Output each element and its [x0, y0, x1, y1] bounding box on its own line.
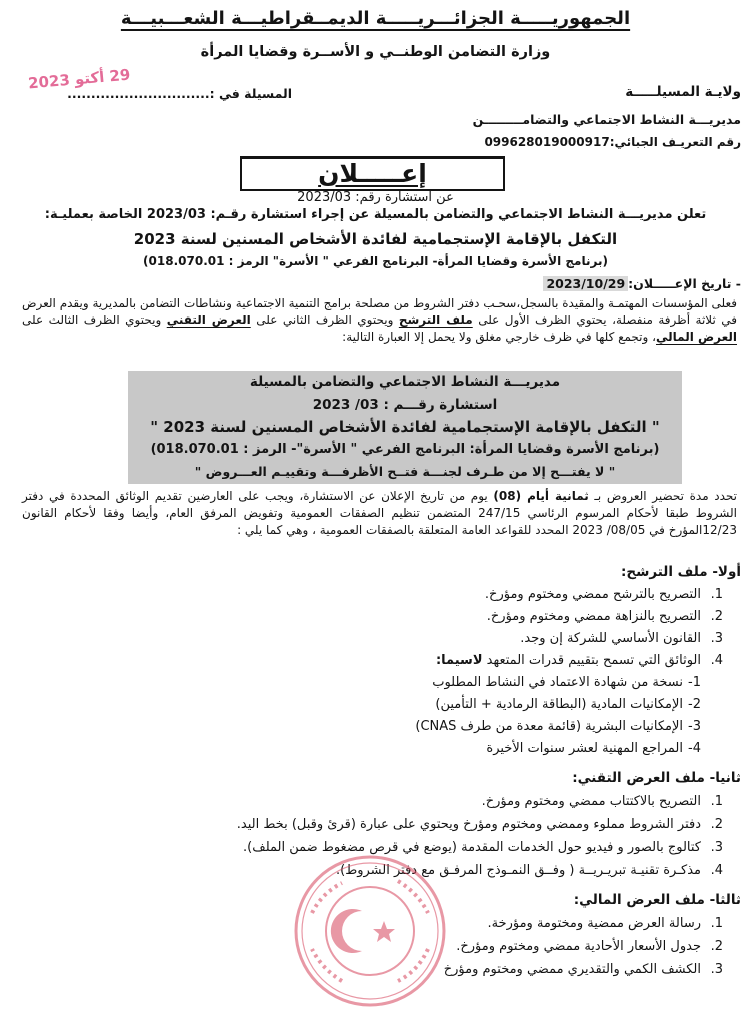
list-item [20, 584, 741, 606]
sub-list-text: نسخة من شهادة الاعتماد في النشاط المطلوب [432, 675, 683, 690]
sub-list-number: 2- [688, 697, 701, 712]
list-number: 3. [710, 840, 723, 855]
announcement-title-box [240, 156, 505, 191]
announcement-date-value: 2023/10/29 [543, 276, 628, 291]
sub-list-item [20, 716, 741, 738]
para1-technical-offer: العرض التقني [166, 313, 251, 327]
envelope-line-1: مديريـــة النشاط الاجتماعي والتضامن بالمسيلة [249, 374, 561, 390]
tax-id: رقم التعريـف الجبائي:099628019000917 [484, 135, 741, 149]
para1-financial-offer: العرض المالي [656, 330, 737, 344]
para2-seg3: يوم من تاريخ الإعلان عن الاستشارة، ويجب على العارضين تقديم الوثائق المحددة في دفتر الشروط طبقا لأحكام المرسوم الرئاسي 247/15 المتضمن تنظيم الصفقات العمومية وتفويض المرفق العام، وأيضا وفقا لأحكام القانون 12/23المؤرخ في 08/05/ 2023 المحدد للقواعد العامة المتعلقة بالصفقات العمومية ، وهي كما يلي : [22, 489, 737, 537]
list-item [20, 836, 741, 859]
intro-line-3: (برنامج الأسرة وقضايا المرأة- البرنامج الفرعي " الأسرة" الرمز : 018.070.01) [143, 254, 608, 268]
para2-duration: ثمانية أيام (08) [493, 489, 589, 503]
envelope-line-3: " التكفل بالإقامة الإستجمامية لفائدة الأشخاص المسنين لسنة 2023 " [150, 418, 660, 436]
announcement-title: إعـــــلان [318, 159, 427, 188]
list-item [20, 958, 741, 981]
list-text: دفتر الشروط مملوء وممضي ومختوم ومؤرخ ويحتوي على عبارة (قرئ وقبل) بخط اليد. [236, 817, 701, 832]
list-item [20, 912, 741, 935]
intro-line-1: تعلن مديريـــة النشاط الاجتماعي والتضامن بالمسيلة عن إجراء استشارة رقـم: 2023/03 الخاصة بعمليـة: [44, 207, 707, 222]
consultation-number: عن استشارة رقم: 2023/03 [297, 190, 454, 205]
envelope-line-5: " لا يفتـــح إلا من طـرف لجنـــة فتــح الأظرفـــة وتقييـم العـــروض " [194, 464, 616, 479]
list-item [20, 935, 741, 958]
section-heading: ثانيا- ملف العرض التقني: [572, 770, 741, 786]
para2-seg1: تحدد مدة تحضير العروض بـ [588, 489, 738, 503]
sub-list-number: 4- [688, 741, 701, 756]
para1-candidacy-file: ملف الترشح [398, 313, 473, 327]
list-text: رسالة العرض ممضية ومختومة ومؤرخة. [487, 916, 701, 931]
list-number: 4. [710, 863, 723, 878]
list-text: جدول الأسعار الأحادية ممضي ومختوم ومؤرخ. [456, 939, 701, 954]
para1-seg7: ، وتجمع كلها في ظرف خارجي مغلق ولا يحمل إلا العبارة التالية: [342, 330, 656, 344]
intro-line-2: التكفل بالإقامة الإستجمامية لفائدة الأشخاص المسنين لسنة 2023 [133, 230, 618, 248]
list-item [20, 790, 741, 813]
envelope-line-4: (برنامج الأسرة وقضايا المرأة: البرنامج الفرعي " الأسرة"- الرمز : 018.070.01) [150, 442, 660, 457]
list-text: كتالوج بالصور و فيديو حول الخدمات المقدمة (يوضع في قرص مضغوط ضمن الملف). [243, 840, 701, 855]
section-technical-offer [20, 766, 741, 882]
section-heading: ثالثا- ملف العرض المالي: [573, 892, 741, 908]
envelope-label-box [128, 371, 682, 484]
sub-list-text: الإمكانيات المادية (البطاقة الرمادية + التأمين) [435, 697, 683, 712]
list-number: 1. [710, 587, 723, 602]
announcement-date [543, 276, 741, 291]
list-number: 4. [710, 653, 723, 668]
section-heading: أولا- ملف الترشح: [620, 564, 741, 580]
para1-seg3: ويحتوي الظرف الثاني على [250, 313, 399, 327]
wilaya-name: ولايـة المسيلـــــة [625, 84, 741, 100]
deadline-paragraph [22, 488, 737, 539]
list-text: التصريح بالنزاهة ممضي ومختوم ومؤرخ. [486, 609, 701, 624]
directorate-name: مديريـــة النشاط الاجتماعي والتضامـــــــــن [472, 112, 741, 127]
list-item [20, 606, 741, 628]
place-date-label: المسيلة في :.............................. [67, 86, 292, 101]
republic-text: الجمهوريـــــة الجزائـــريـــــة الديمــقراطيـــة الشعـــبيـــة [120, 8, 631, 29]
list-number: 1. [710, 916, 723, 931]
list-text: مذكـرة تقنيـة تبريـريــة ( وفــق النمـوذج المرفـق مع دفتر الشروط). [336, 863, 701, 878]
envelope-line-2: استشارة رقـــم : 03/ 2023 [312, 397, 498, 413]
para1-seg5: ويحتوي الظرف الثالث على [22, 313, 167, 327]
sub-list-item [20, 672, 741, 694]
announcement-date-label: - تاريخ الإعـــــلان: [628, 276, 741, 291]
list-text: القانون الأساسي للشركة إن وجد. [520, 631, 701, 646]
list-number: 2. [710, 609, 723, 624]
sub-list-text: الإمكانيات البشرية (قائمة معدة من طرف CNAS) [415, 719, 683, 734]
para1-seg1: فعلى المؤسسات المهتمـة والمقيدة بالسجل،سحـب دفتر الشروط من مصلحة برامج التنمية الاجتماعية ونشاطات التضامن بالمديرية ويقدم العرض في ثلاثة أظرفة منفصلة، يحتوي الظرف الأول على [21, 296, 738, 327]
list-item [20, 628, 741, 650]
list-text: التصريح بالترشح ممضي ومختوم ومؤرخ. [484, 587, 701, 602]
sub-list-item [20, 738, 741, 760]
list-item [20, 813, 741, 836]
list-text: التصريح بالاكتتاب ممضي ومختوم ومؤرخ. [481, 794, 701, 809]
section-candidacy-file [20, 560, 741, 760]
list-number: 2. [710, 939, 723, 954]
sub-list-number: 1- [688, 675, 701, 690]
list-number: 3. [710, 631, 723, 646]
sub-list-number: 3- [688, 719, 701, 734]
instructions-paragraph [22, 295, 737, 346]
list-number: 1. [710, 794, 723, 809]
list-number: 2. [710, 817, 723, 832]
list-text: الكشف الكمي والتقديري ممضي ومختوم ومؤرخ [443, 962, 701, 977]
list-item [20, 650, 741, 672]
list-item [20, 859, 741, 882]
republic-header [0, 8, 751, 29]
section-financial-offer [20, 888, 741, 981]
sub-list-item [20, 694, 741, 716]
ministry-name: وزارة التضامن الوطنــي و الأســرة وقضايا المرأة [200, 44, 551, 60]
list-number: 3. [710, 962, 723, 977]
list-text-bold: لاسيما: [435, 653, 483, 668]
list-text: الوثائق التي تسمح بتقييم قدرات المتعهد [482, 653, 701, 668]
date-stamp: 29 أكتو 2023 [27, 65, 132, 93]
sub-list-text: المراجع المهنية لعشر سنوات الأخيرة [486, 741, 683, 756]
